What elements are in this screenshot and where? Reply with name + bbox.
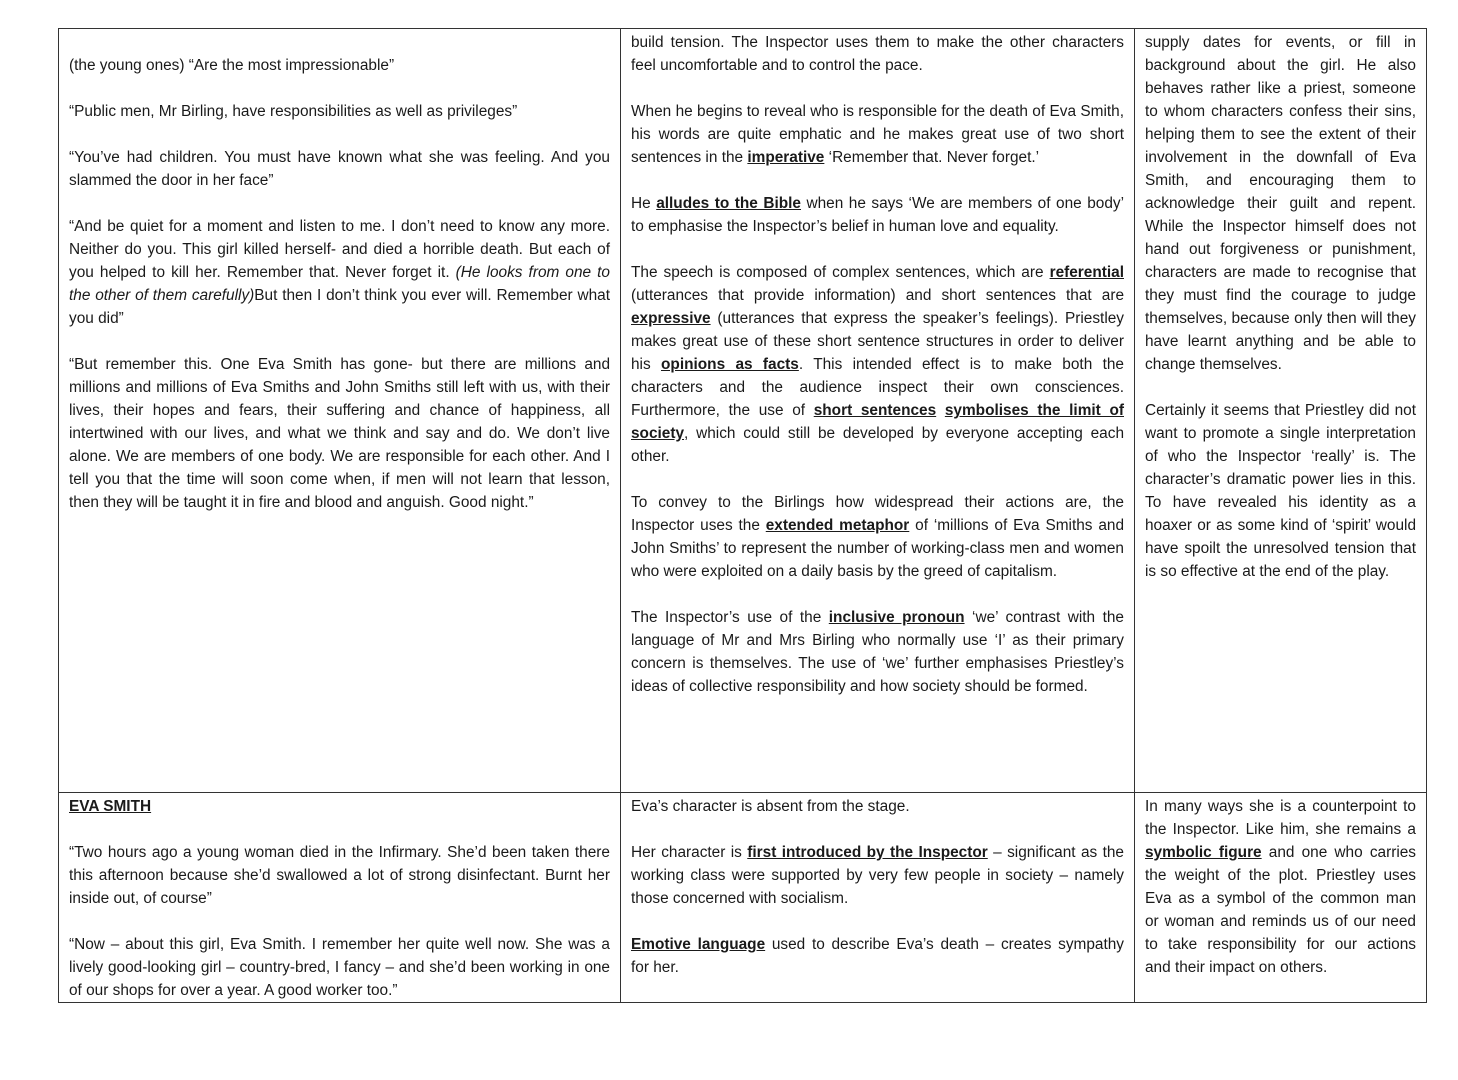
text: When he begins to reveal who is responsible for the death of Eva Smith, his words are quite emphatic and he makes great use of two short sentences in the bbox=[631, 103, 1124, 166]
key-term: alludes to the Bible bbox=[656, 195, 801, 212]
analysis-cell bbox=[621, 793, 1135, 1003]
analysis-paragraph bbox=[631, 933, 1124, 979]
analysis-paragraph bbox=[631, 100, 1124, 169]
quote: “Now – about this girl, Eva Smith. I remember her quite well now. She was a lively good-looking girl – country-bred, I fancy – and she’d been working in one of our shops for over a year. A good worker too.” bbox=[69, 936, 610, 999]
text: (utterances that express the speaker’s feelings). Priestley makes great use of these short sentence structures in order to deliver his bbox=[631, 310, 1124, 373]
key-term: extended metaphor bbox=[765, 517, 910, 534]
text: when he says ‘We are members of one body’ to emphasise the Inspector’s belief in human love and equality. bbox=[631, 195, 1125, 235]
quote: “Public men, Mr Birling, have responsibilities as well as privileges” bbox=[69, 103, 518, 120]
stage-direction: (He looks from one to the other of them carefully) bbox=[69, 264, 610, 304]
key-term: imperative bbox=[747, 149, 825, 166]
text: He bbox=[631, 195, 657, 212]
text: ‘we’ contrast with the language of Mr and Mrs Birling who normally use ‘I’ as their primary concern is themselves. The use of ‘we’ further emphasises Priestley’s ideas of collective responsibility and how society should be formed. bbox=[631, 609, 1124, 695]
context-cell bbox=[1135, 29, 1427, 793]
key-term: symbolic figure bbox=[1145, 844, 1262, 861]
text: (utterances that provide information) and short sentences that are bbox=[631, 287, 1124, 304]
character-heading: EVA SMITH bbox=[69, 798, 152, 815]
text: Her character is bbox=[631, 844, 748, 861]
quote-text: “And be quiet for a moment and listen to me. I don’t need to know any more. Neither do you. This girl killed herself- and died a horrible death. But each of you helped to kill her. Remember that. Never forget it. bbox=[69, 218, 610, 281]
key-term: expressive bbox=[631, 310, 711, 327]
text bbox=[936, 402, 945, 419]
text: In many ways she is a counterpoint to the Inspector. Like him, she remains a bbox=[1145, 798, 1416, 838]
quotes-cell bbox=[59, 793, 621, 1003]
context-paragraph: Certainly it seems that Priestley did not want to promote a single interpretation of who the Inspector ‘really’ is. The character’s dramatic power lies in this. To have revealed his identity as a hoaxer or as some kind of ‘spirit’ would have spoilt the unresolved tension that is so effective at the end of the play. bbox=[1145, 402, 1416, 580]
text: used to describe Eva’s death – creates sympathy for her. bbox=[631, 936, 1124, 976]
key-term: first introduced by the Inspector bbox=[747, 844, 988, 861]
analysis-paragraph bbox=[631, 841, 1124, 910]
text: ‘Remember that. Never forget.’ bbox=[824, 149, 1040, 166]
quote: “But remember this. One Eva Smith has gone- but there are millions and millions and millions of Eva Smiths and John Smiths still left with us, with their lives, their hopes and fears, their suffering and chance of happiness, all intertwined with our lives, and what we think and say and do. We don’t live alone. We are members of one body. We are responsible for each other. And I tell you that the time will soon come when, if men will not learn that lesson, then they will be taught it in fire and blood and anguish. Good night.” bbox=[69, 356, 610, 511]
analysis-table bbox=[58, 28, 1427, 1003]
analysis-paragraph: build tension. The Inspector uses them to make the other characters feel uncomfortable and to control the pace. bbox=[631, 34, 1124, 74]
analysis-paragraph bbox=[631, 261, 1124, 468]
text: The Inspector’s use of the bbox=[631, 609, 829, 626]
key-term: symbolises the limit of society bbox=[631, 402, 1124, 442]
text: To convey to the Birlings how widespread their actions are, the Inspector uses the bbox=[631, 494, 1124, 534]
quote-text: But then I don’t think you ever will. Remember what you did” bbox=[69, 287, 610, 327]
quote bbox=[69, 215, 610, 330]
analysis-paragraph bbox=[631, 192, 1124, 238]
analysis-paragraph bbox=[631, 606, 1124, 698]
text: , which could still be developed by everyone accepting each other. bbox=[631, 425, 1124, 465]
key-term: short sentences bbox=[813, 402, 937, 419]
context-paragraph: supply dates for events, or fill in background about the girl. He also behaves rather like a priest, someone to whom characters confess their sins, helping them to see the extent of their involvement in the downfall of Eva Smith, and encouraging them to acknowledge their guilt and repent. While the Inspector himself does not hand out forgiveness or punishment, characters are made to recognise that they must find the courage to judge themselves, because only then will they have learnt anything and be able to change themselves. bbox=[1145, 34, 1416, 373]
text: – significant as the working class were supported by very few people in society – namely those concerned with socialism. bbox=[631, 844, 1124, 907]
key-term: referential bbox=[1049, 264, 1124, 281]
analysis-paragraph bbox=[631, 491, 1124, 583]
spacer bbox=[69, 31, 610, 54]
quote: (the young ones) “Are the most impressionable” bbox=[69, 57, 395, 74]
analysis-paragraph: Eva’s character is absent from the stage. bbox=[631, 798, 910, 815]
quote: “Two hours ago a young woman died in the Infirmary. She’d been taken there this afternoon because she’d swallowed a lot of strong disinfectant. Burnt her inside out, of course” bbox=[69, 844, 610, 907]
text: The speech is composed of complex sentences, which are bbox=[631, 264, 1050, 281]
table-row bbox=[59, 29, 1427, 793]
table-row bbox=[59, 793, 1427, 1003]
text: . This intended effect is to make both the characters and the audience inspect their own consciences. Furthermore, the use of bbox=[631, 356, 1124, 419]
text: and one who carries the weight of the plot. Priestley uses Eva as a symbol of the common man or woman and reminds us of our need to take responsibility for our actions and their impact on others. bbox=[1145, 844, 1416, 976]
key-term: Emotive language bbox=[631, 936, 766, 953]
analysis-cell bbox=[621, 29, 1135, 793]
quotes-cell bbox=[59, 29, 621, 793]
context-cell bbox=[1135, 793, 1427, 1003]
key-term: opinions as facts bbox=[661, 356, 799, 373]
quote: “You’ve had children. You must have known what she was feeling. And you slammed the door in her face” bbox=[69, 149, 610, 189]
text: of ‘millions of Eva Smiths and John Smiths’ to represent the number of working-class men and women who were exploited on a daily basis by the greed of capitalism. bbox=[631, 517, 1125, 580]
context-paragraph bbox=[1145, 795, 1416, 979]
key-term: inclusive pronoun bbox=[828, 609, 965, 626]
